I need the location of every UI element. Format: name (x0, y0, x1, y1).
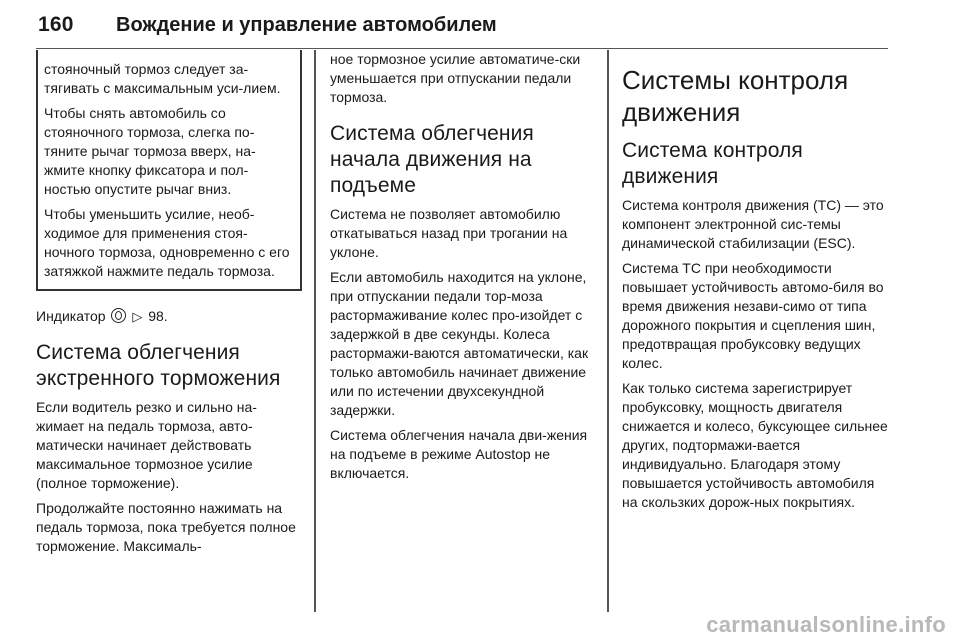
chapter-heading-traction-systems: Системы контроля движения (622, 65, 849, 127)
page-header (36, 8, 888, 49)
body-paragraph: Система TC при необходимости повышает устойчивость автомо-биля во время движения незави-симо от типа дорожного покрытия и сцепления шин, предотвращая пробуксовку ведущих колес. (622, 260, 884, 371)
reference-arrow-icon: ▷ (132, 309, 143, 324)
section-heading-brake-assist: Система облегчения экстренного торможения (36, 341, 281, 390)
body-paragraph: Система не позволяет автомобилю откатываться назад при трогании на уклоне. (330, 206, 568, 260)
note-paragraph: стояночный тормоз следует за-тягивать с максимальным уси-лием. (44, 61, 281, 96)
note-paragraph: Чтобы уменьшить усилие, необ-ходимое для применения стоя-ночного тормоза, одновременно с его затяжкой нажмите педаль тормоза. (44, 206, 290, 279)
body-paragraph: Если автомобиль находится на уклоне, при отпускании педали тор-моза растормаживание колес про-изойдет с задержкой в две секунды. Колеса растормажи-ваются автоматически, как только автомобиль начинает движение или по истечении двухсекундной задержки. (330, 269, 589, 418)
watermark: carmanualsonline.info (706, 612, 946, 637)
section-heading-hill-start-assist: Система облегчения начала движения на подъеме (330, 122, 534, 197)
body-paragraph: Система облегчения начала дви-жения на подъеме в режиме Autostop не включается. (330, 427, 588, 481)
note-box (36, 50, 302, 291)
indicator-label: Индикатор (36, 308, 106, 324)
column-2 (330, 50, 598, 489)
page-number: 160 (38, 13, 74, 36)
section-heading-traction-control: Система контроля движения (622, 139, 803, 188)
body-paragraph: Система контроля движения (TC) — это компонент электронной сис-темы динамической стабилизации (ESC). (622, 197, 884, 251)
body-paragraph: Как только система зарегистрирует пробуксовку, мощность двигателя снижается и колесо, буксующее сильнее других, подтормажи-вается индивидуально. Благодаря этому повышается устойчивость автомобиля на скользких дорож-ных покрытиях. (622, 380, 888, 510)
body-paragraph: Если водитель резко и сильно на-жимает на педаль тормоза, авто-матически начинает действовать максимальное тормозное усилие (полное торможение). (36, 399, 257, 491)
body-paragraph: Продолжайте постоянно нажимать на педаль тормоза, пока требуется полное торможение. Максималь- (36, 500, 296, 554)
column-3 (622, 50, 888, 518)
page-title: Вождение и управление автомобилем (116, 14, 497, 36)
brake-assist-indicator-icon (111, 308, 126, 323)
note-paragraph: Чтобы снять автомобиль со стояночного тормоза, слегка по-тяните рычаг тормоза вверх, на-жмите кнопку фиксатора и пол-ностью опустите рычаг вниз. (44, 105, 256, 197)
column-divider-1 (314, 50, 316, 612)
page-reference-link[interactable]: 98. (148, 308, 168, 324)
body-paragraph: ное тормозное усилие автоматиче-ски уменьшается при отпускании педали тормоза. (330, 51, 581, 105)
column-1 (36, 50, 302, 562)
column-divider-2 (607, 50, 609, 612)
indicator-reference (36, 307, 302, 326)
